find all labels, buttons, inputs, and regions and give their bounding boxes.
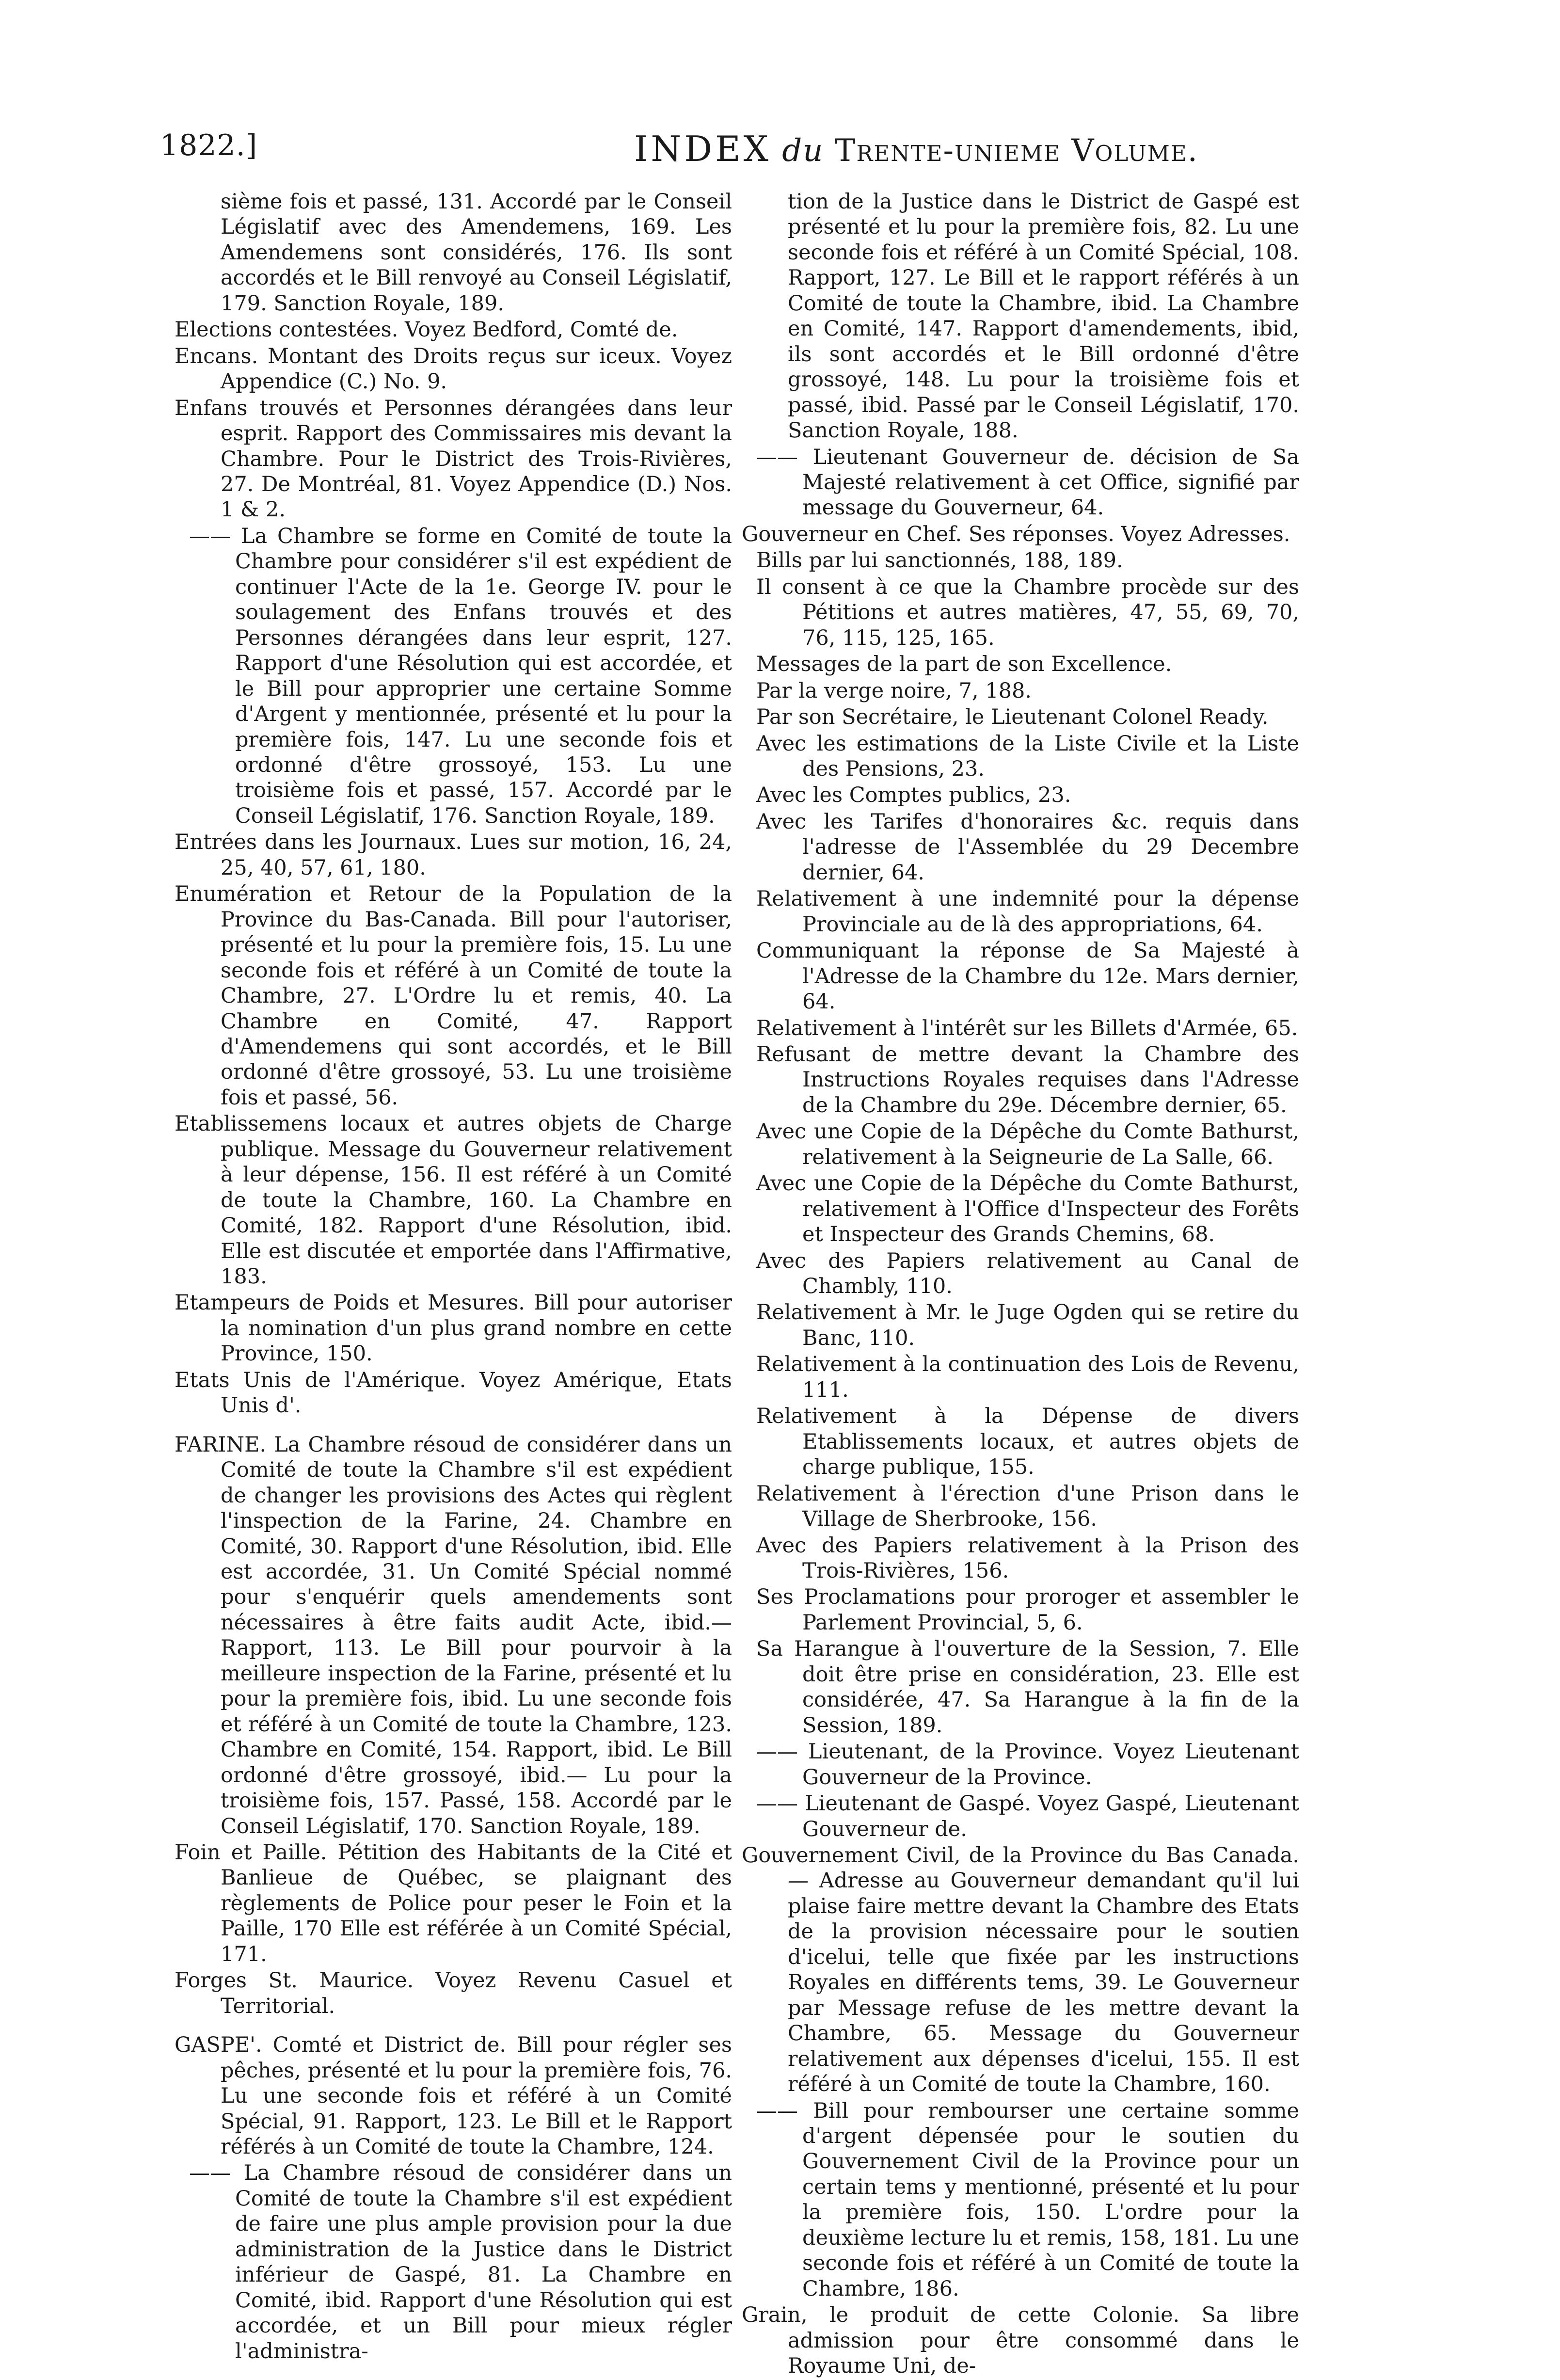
index-entry: sième fois et passé, 131. Accordé par le Conseil Législatif avec des Amendemens, 169. Les Amendemens sont considérés, 176. Ils sont accordés et le Bill renvoyé au Conseil Législatif, 179. Sanction Royale, 189. <box>221 190 732 316</box>
index-entry: Forges St. Maurice. Voyez Revenu Casuel et Territorial. <box>175 1968 732 2018</box>
index-entry: Avec une Copie de la Dépêche du Comte Bathurst, relativement à l'Office d'Inspecteur des Forêts et Inspecteur des Grands Chemins, 68. <box>756 1171 1299 1247</box>
index-entry: Etablissemens locaux et autres objets de Charge publique. Message du Gouverneur relativement à leur dépense, 156. Il est référé à un Comité de toute la Chambre, 160. La Chambre en Comité, 182. Rapport d'une Résolution, ibid. Elle est discutée et emportée dans l'Affirmative, 183. <box>175 1112 732 1289</box>
index-entry: —— La Chambre se forme en Comité de toute la Chambre pour considérer s'il est expédient de continuer l'Acte de la 1e. George IV. pour le soulagement des Enfans trouvés et des Personnes dérangées dans leur esprit, 127. Rapport d'une Résolution qui est accordée, et le Bill pour approprier une certaine Somme d'Argent y mentionnée, présenté et lu pour la première fois, 147. Lu une seconde fois et ordonné d'être grossoyé, 153. Lu une troisième fois et passé, 157. Accordé par le Conseil Législatif, 176. Sanction Royale, 189. <box>189 524 732 828</box>
index-entry-farine: FARINE. La Chambre résoud de considérer dans un Comité de toute la Chambre s'il est expédient de changer les provisions des Actes qui règlent l'inspection de la Farine, 24. Chambre en Comité, 30. Rapport d'une Résolution, ibid. Elle est accordée, 31. Un Comité Spécial nommé pour s'enquérir quels amendements sont nécessaires à être faits audit Acte, ibid.— Rapport, 113. Le Bill pour pourvoir à la meilleure inspection de la Farine, présenté et lu pour la première fois, ibid. Lu une seconde fois et référé à un Comité de toute la Chambre, 123. Chambre en Comité, 154. Rapport, ibid. Le Bill ordonné d'être grossoyé, ibid.— Lu pour la troisième fois, 157. Passé, 158. Accordé par le Conseil Législatif, 170. Sanction Royale, 189. <box>175 1432 732 1838</box>
index-entry: Encans. Montant des Droits reçus sur iceux. Voyez Appendice (C.) No. 9. <box>175 344 732 394</box>
index-entry: Entrées dans les Journaux. Lues sur motion, 16, 24, 25, 40, 57, 61, 180. <box>175 830 732 880</box>
index-entry: Enfans trouvés et Personnes dérangées dans leur esprit. Rapport des Commissaires mis devant la Chambre. Pour le District des Trois-Rivières, 27. De Montréal, 81. Voyez Appendice (D.) Nos. 1 & 2. <box>175 396 732 522</box>
left-column <box>175 189 732 2365</box>
index-entry: Relativement à une indemnité pour la dépense Provinciale au de là des appropriations, 64. <box>756 887 1299 937</box>
index-entry: Par son Secrétaire, le Lieutenant Colonel Ready. <box>756 705 1269 730</box>
index-entry: Etampeurs de Poids et Mesures. Bill pour autoriser la nomination d'un plus grand nombre en cette Province, 150. <box>175 1291 732 1366</box>
index-entry: Elections contestées. Voyez Bedford, Comté de. <box>175 318 678 342</box>
index-entry: —— Lieutenant de Gaspé. Voyez Gaspé, Lieutenant Gouverneur de. <box>756 1791 1299 1841</box>
index-entry: Enumération et Retour de la Population de la Province du Bas-Canada. Bill pour l'autoriser, présenté et lu pour la première fois, 15. Lu une seconde fois et référé à un Comité de toute la Chambre, 27. L'Ordre lu et remis, 40. La Chambre en Comité, 47. Rapport d'Amendemens qui sont accordés, et le Bill ordonné d'être grossoyé, 53. Lu une troisième fois et passé, 56. <box>175 882 732 1110</box>
index-entry: Messages de la part de son Excellence. <box>756 652 1172 677</box>
index-entry: Avec les Tarifes d'honoraires &c. requis dans l'adresse de l'Assemblée du 29 Decembre dernier, 64. <box>756 809 1299 885</box>
index-entry: Sa Harangue à l'ouverture de la Session, 7. Elle doit être prise en considération, 23. Elle est considérée, 47. Sa Harangue à la fin de la Session, 189. <box>756 1637 1299 1738</box>
title-rest: Trente-unieme Volume. <box>834 133 1199 169</box>
index-entry: —— Lieutenant Gouverneur de. décision de Sa Majesté relativement à cet Office, signifié par message du Gouverneur, 64. <box>756 445 1299 520</box>
index-entry: tion de la Justice dans le District de Gaspé est présenté et lu pour la première fois, 82. Lu une seconde fois et référé à un Comité Spécial, 108. Rapport, 127. Le Bill et le rapport référés à un Comité de toute la Chambre, ibid. La Chambre en Comité, 147. Rapport d'amendements, ibid, ils sont accordés et le Bill ordonné d'être grossoyé, 148. Lu pour la troisième fois et passé, ibid. Passé par le Conseil Législatif, 170. Sanction Royale, 188. <box>788 190 1299 443</box>
index-entry: Relativement à Mr. le Juge Ogden qui se retire du Banc, 110. <box>756 1300 1299 1350</box>
index-entry: Grain, le produit de cette Colonie. Sa libre admission pour être consommé dans le Royaume Uni, de- <box>742 2303 1299 2379</box>
page-title <box>431 128 1401 169</box>
index-entry: —— Lieutenant, de la Province. Voyez Lieutenant Gouverneur de la Province. <box>756 1740 1299 1789</box>
index-entry: Avec les Comptes publics, 23. <box>756 783 1071 808</box>
page-header <box>160 128 1401 182</box>
index-entry-gaspe: GASPE'. Comté et District de. Bill pour régler ses pêches, présenté et lu pour la première fois, 76. Lu une seconde fois et référé à un Comité Spécial, 91. Rapport, 123. Le Bill et le Rapport référés à un Comité de toute la Chambre, 124. <box>175 2033 732 2159</box>
index-entry: Foin et Paille. Pétition des Habitants de la Cité et Banlieue de Québec, se plaignant des règlements de Police pour peser le Foin et la Paille, 170 Elle est référée à un Comité Spécial, 171. <box>175 1840 732 1966</box>
right-column <box>742 189 1299 2380</box>
index-entry: Refusant de mettre devant la Chambre des Instructions Royales requises dans l'Adresse de la Chambre du 29e. Décembre dernier, 65. <box>756 1042 1299 1118</box>
title-du: du <box>782 133 824 169</box>
page-year: 1822.] <box>160 128 258 162</box>
index-entry: Il consent à ce que la Chambre procède sur des Pétitions et autres matières, 47, 55, 69, 70, 76, 115, 125, 165. <box>756 575 1299 650</box>
index-entry: Relativement à l'intérêt sur les Billets d'Armée, 65. <box>756 1016 1298 1040</box>
index-entry: Avec les estimations de la Liste Civile et la Liste des Pensions, 23. <box>756 731 1299 781</box>
index-entry: Communiquant la réponse de Sa Majesté à l'Adresse de la Chambre du 12e. Mars dernier, 64. <box>756 939 1299 1014</box>
title-index: INDEX <box>634 128 771 169</box>
index-entry: Ses Proclamations pour proroger et assembler le Parlement Provincial, 5, 6. <box>756 1585 1299 1635</box>
index-entry: Gouverneur en Chef. Ses réponses. Voyez Adresses. <box>742 522 1290 546</box>
index-entry: Relativement à la Dépense de divers Etablissements locaux, et autres objets de charge publique, 155. <box>756 1404 1299 1480</box>
index-entry: —— Bill pour rembourser une certaine somme d'argent dépensée pour le soutien du Gouvernement Civil de la Province pour un certain tems y mentionné, présenté et lu pour la première fois, 150. L'ordre pour la deuxième lecture lu et remis, 158, 181. Lu une seconde fois et référé à un Comité de toute la Chambre, 186. <box>756 2098 1299 2301</box>
index-entry: Par la verge noire, 7, 188. <box>756 678 1032 703</box>
index-entry: Avec des Papiers relativement au Canal de Chambly, 110. <box>756 1248 1299 1299</box>
index-entry: Relativement à l'érection d'une Prison dans le Village de Sherbrooke, 156. <box>756 1481 1299 1532</box>
index-entry: Avec une Copie de la Dépêche du Comte Bathurst, relativement à la Seigneurie de La Salle, 66. <box>756 1119 1299 1169</box>
index-entry: Gouvernement Civil, de la Province du Bas Canada.— Adresse au Gouverneur demandant qu'il lui plaise faire mettre devant la Chambre des Etats de la provision nécessaire pour le soutien d'icelui, telle que fixée par les instructions Royales en différents tems, 39. Le Gouverneur par Message refuse de les mettre devant la Chambre, 65. Message du Gouverneur relativement aux dépenses d'icelui, 155. Il est référé à un Comité de toute la Chambre, 160. <box>742 1843 1299 2097</box>
index-entry: Bills par lui sanctionnés, 188, 189. <box>756 548 1123 573</box>
index-entry: Avec des Papiers relativement à la Prison des Trois-Rivières, 156. <box>756 1533 1299 1583</box>
index-entry: Relativement à la continuation des Lois de Revenu, 111. <box>756 1352 1299 1402</box>
index-entry: Etats Unis de l'Amérique. Voyez Amérique, Etats Unis d'. <box>175 1368 732 1418</box>
index-entry: —— La Chambre résoud de considérer dans un Comité de toute la Chambre s'il est expédient de faire une plus ample provision pour la due administration de la Justice dans le District inférieur de Gaspé, 81. La Chambre en Comité, ibid. Rapport d'une Résolution qui est accordée, et un Bill pour mieux régler l'administra- <box>189 2161 732 2364</box>
